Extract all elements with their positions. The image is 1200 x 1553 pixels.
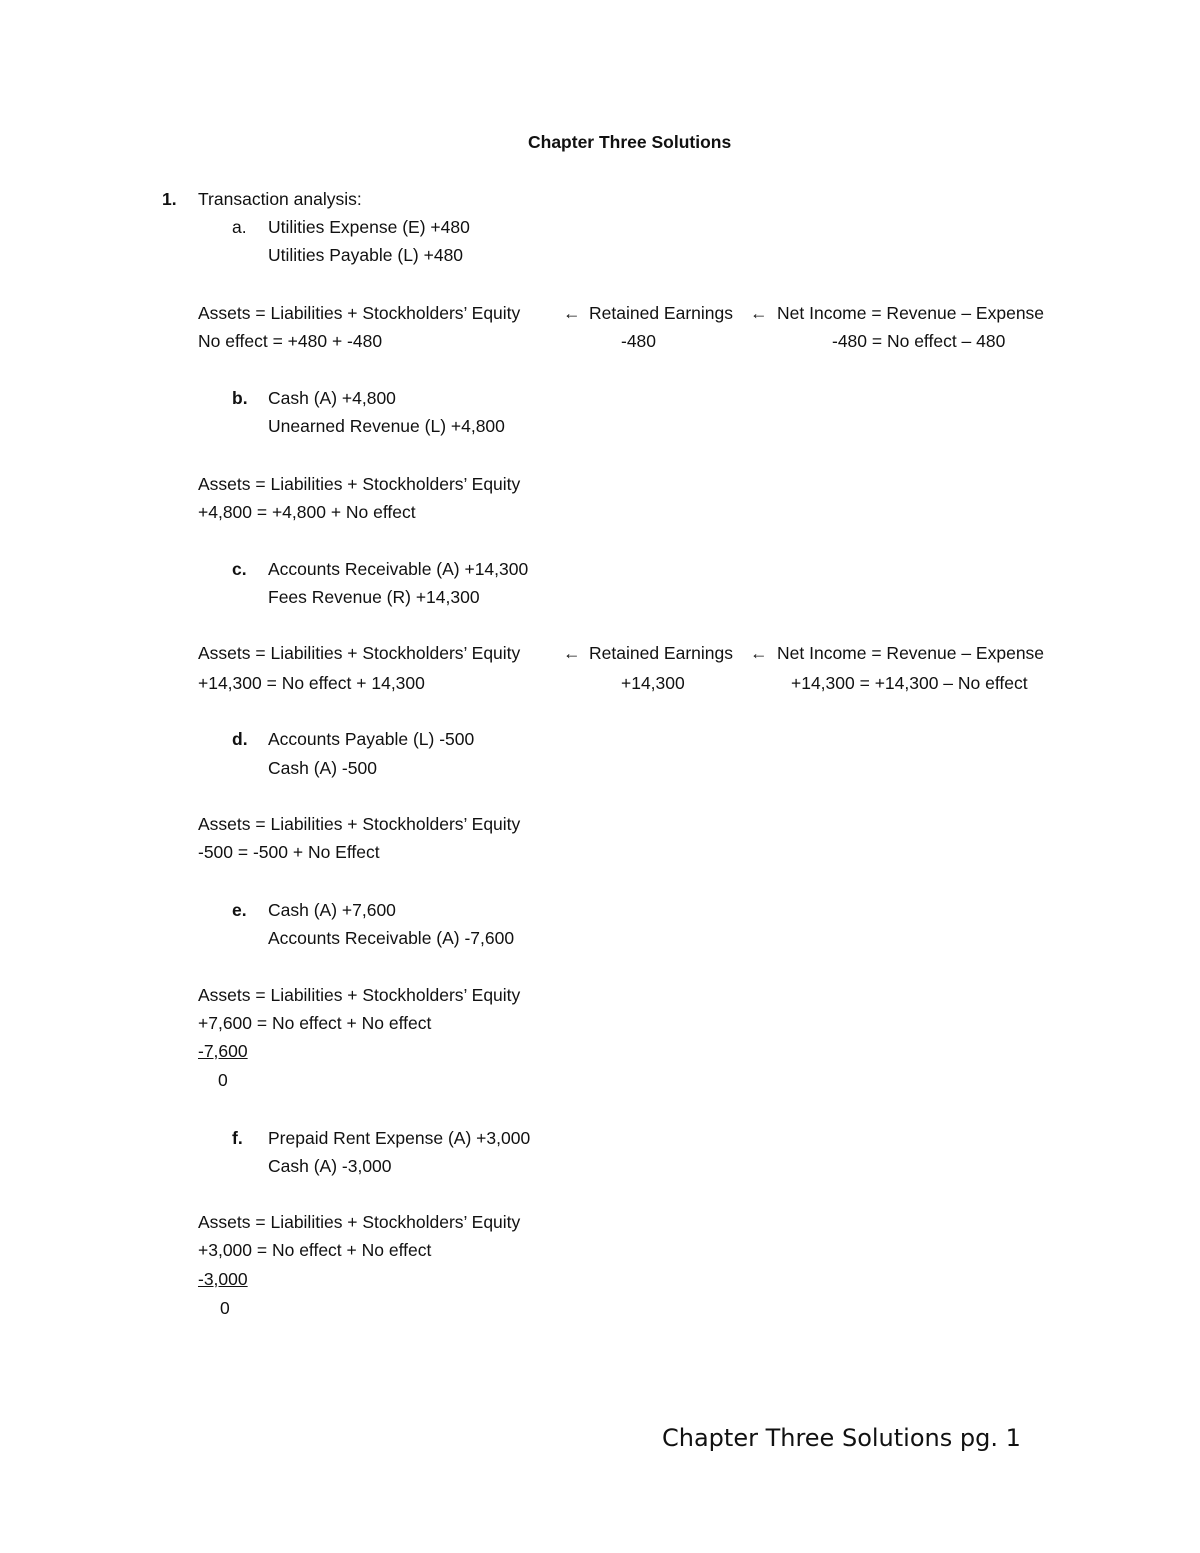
equation-a-ale: Assets = Liabilities + Stockholders’ Equity [198,303,521,323]
equation-d-ale: Assets = Liabilities + Stockholders’ Equity [198,814,521,834]
item-b-letter: b. [232,388,248,408]
analysis-e-offset: -7,600 [198,1041,248,1061]
equation-c-re: Retained Earnings [589,643,733,663]
page-footer: Chapter Three Solutions pg. 1 [662,1424,1021,1452]
arrow-left-icon: ← [750,643,768,663]
item-c-letter: c. [232,559,247,579]
equation-c-ni: Net Income = Revenue – Expense [777,643,1045,663]
analysis-f-ale: +3,000 = No effect + No effect [198,1240,432,1260]
analysis-c-ale: +14,300 = No effect + 14,300 [198,673,425,693]
page-title: Chapter Three Solutions [528,132,732,152]
analysis-c-ni: +14,300 = +14,300 – No effect [791,673,1028,693]
arrow-left-icon: ← [563,643,581,663]
equation-a-re: Retained Earnings [589,303,733,323]
analysis-c-re: +14,300 [621,673,685,693]
item-f-line2: Cash (A) -3,000 [268,1156,392,1176]
analysis-a-ni: -480 = No effect – 480 [832,331,1006,351]
analysis-f-total: 0 [220,1298,230,1318]
item-c-line2: Fees Revenue (R) +14,300 [268,587,480,607]
item-d-letter: d. [232,729,248,749]
equation-b-ale: Assets = Liabilities + Stockholders’ Equity [198,474,521,494]
question-number: 1. [162,189,177,209]
item-d-line1: Accounts Payable (L) -500 [268,729,475,749]
item-c-line1: Accounts Receivable (A) +14,300 [268,559,529,579]
equation-a-ni: Net Income = Revenue – Expense [777,303,1045,323]
item-f-line1: Prepaid Rent Expense (A) +3,000 [268,1128,531,1148]
item-f-letter: f. [232,1128,243,1148]
item-e-line2: Accounts Receivable (A) -7,600 [268,928,515,948]
equation-f-ale: Assets = Liabilities + Stockholders’ Equity [198,1212,521,1232]
analysis-a-ale: No effect = +480 + -480 [198,331,383,351]
analysis-b-ale: +4,800 = +4,800 + No effect [198,502,416,522]
item-e-line1: Cash (A) +7,600 [268,900,396,920]
item-b-line1: Cash (A) +4,800 [268,388,396,408]
arrow-left-icon: ← [563,303,581,323]
analysis-e-total: 0 [218,1070,228,1090]
item-d-line2: Cash (A) -500 [268,758,377,778]
item-a-line2: Utilities Payable (L) +480 [268,245,464,265]
analysis-a-re: -480 [621,331,657,351]
analysis-d-ale: -500 = -500 + No Effect [198,842,380,862]
item-a-letter: a. [232,217,247,237]
item-b-line2: Unearned Revenue (L) +4,800 [268,416,505,436]
item-e-letter: e. [232,900,247,920]
equation-e-ale: Assets = Liabilities + Stockholders’ Equity [198,985,521,1005]
analysis-e-ale: +7,600 = No effect + No effect [198,1013,432,1033]
equation-c-ale: Assets = Liabilities + Stockholders’ Equity [198,643,521,663]
item-a-line1: Utilities Expense (E) +480 [268,217,470,237]
analysis-f-offset: -3,000 [198,1269,248,1289]
question-label: Transaction analysis: [198,189,362,209]
arrow-left-icon: ← [750,303,768,323]
